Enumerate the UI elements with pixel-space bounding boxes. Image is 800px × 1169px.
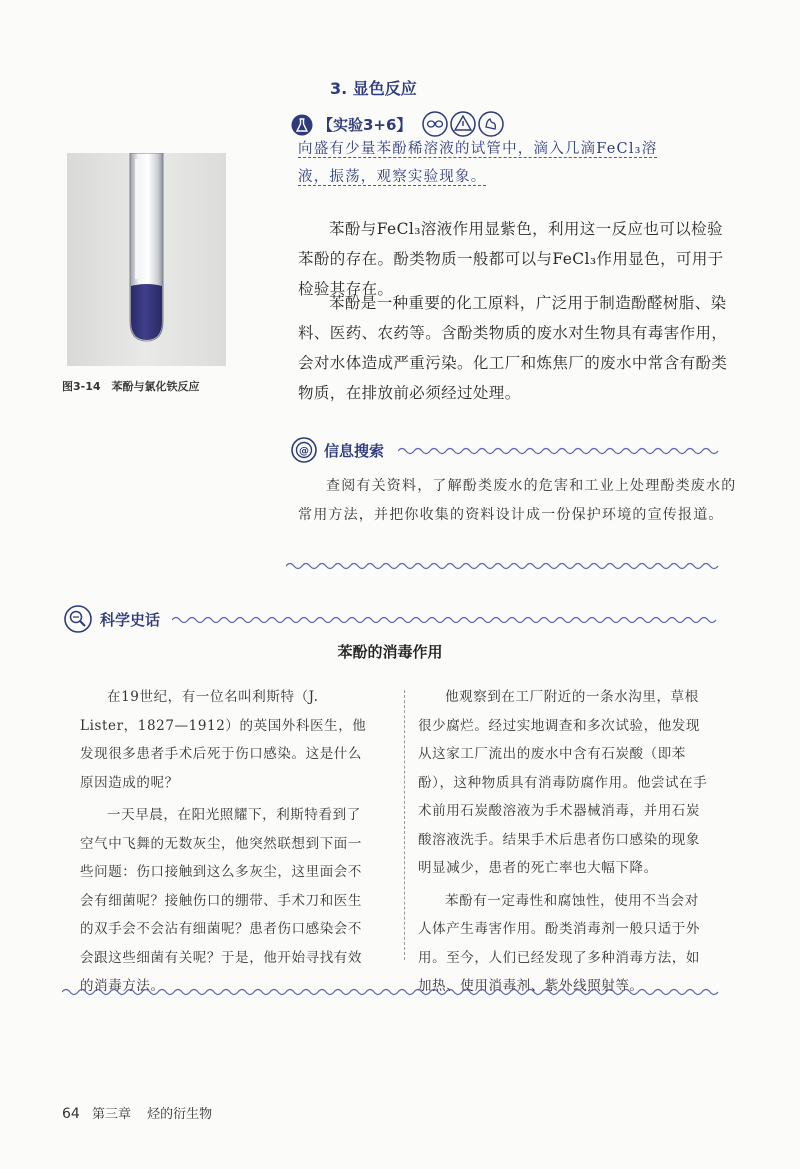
test-tube-illustration <box>67 153 226 366</box>
info-search-icon <box>291 437 317 463</box>
hand-wash-icon <box>478 111 504 137</box>
test-tube-photo <box>67 153 226 366</box>
info-search-title: 信息搜索 <box>324 442 385 460</box>
experiment-line-2: 液，振荡，观察实验现象。 <box>298 169 487 185</box>
paragraph-color-test: 苯酚与FeCl₃溶液作用显紫色，利用这一反应也可以检验苯酚的存在。酚类物质一般都可以与FeCl₃作用显色，可用于检验其存在。 <box>298 220 724 298</box>
chapter-title: 烃的衍生物 <box>147 1107 213 1122</box>
science-history-icon <box>64 605 92 633</box>
experiment-flask-icon <box>291 114 313 136</box>
history-wavy-rule-top <box>172 614 720 626</box>
story-paragraph: 苯酚有一定毒性和腐蚀性，使用不当会对人体产生毒害作用。酚类消毒剂一般只适于外用。至今，人们已经发现了多种消毒方法，如加热、使用消毒剂、紫外线照射等。 <box>418 892 700 994</box>
chapter-label: 第三章 <box>91 1107 131 1122</box>
figure-caption: 图3-14 苯酚与氯化铁反应 <box>62 380 200 393</box>
story-right-column <box>418 683 710 1005</box>
page-footer <box>62 1103 212 1122</box>
info-wavy-rule-bottom <box>286 560 722 572</box>
column-divider <box>404 690 405 960</box>
svg-text:@: @ <box>299 446 309 457</box>
page-number: 64 <box>62 1106 80 1122</box>
info-search-text: 查阅有关资料，了解酚类废水的危害和工业上处理酚类废水的常用方法，并把你收集的资料设计成一份保护环境的宣传报道。 <box>298 478 737 523</box>
science-history-title: 科学史话 <box>100 611 161 629</box>
story-title: 苯酚的消毒作用 <box>337 643 443 661</box>
experiment-label: 【实验3+6】 <box>318 116 412 134</box>
story-paragraph: 一天早晨，在阳光照耀下，利斯特看到了空气中飞舞的无数灰尘，他突然联想到下面一些问题：伤口接触到这么多灰尘，这里面会不会有细菌呢？接触伤口的绷带、手术刀和医生的双手会不会沾有细菌呢？患者伤口感染会不会跟这些细菌有关呢？于是，他开始寻找有效的消毒方法。 <box>80 807 362 994</box>
flask-warning-icon <box>450 111 476 137</box>
story-paragraph: 在19世纪，有一位名叫利斯特（J. Lister，1827—1912）的英国外科医生，他发现很多患者手术后死于伤口感染。这是什么原因造成的呢？ <box>80 689 367 791</box>
section-heading: 3. 显色反应 <box>330 79 417 98</box>
experiment-instructions <box>298 135 738 191</box>
story-left-column <box>80 683 372 1005</box>
goggles-icon <box>422 111 448 137</box>
history-wavy-rule-bottom <box>62 986 720 998</box>
paragraph-phenol-uses: 苯酚是一种重要的化工原料，广泛用于制造酚醛树脂、染料、医药、农药等。含酚类物质的废水对生物具有毒害作用，会对水体造成严重污染。化工厂和炼焦厂的废水中常含有酚类物质，在排放前必须经过处理。 <box>298 294 728 402</box>
story-paragraph: 他观察到在工厂附近的一条水沟里，草根很少腐烂。经过实地调查和多次试验，他发现从这家工厂流出的废水中含有石炭酸（即苯酚），这种物质具有消毒防腐作用。他尝试在手术前用石炭酸溶液为手术器械消毒，并用石炭酸溶液洗手。结果手术后患者伤口感染的现象明显减少，患者的死亡率也大幅下降。 <box>418 689 708 876</box>
experiment-line-1: 向盛有少量苯酚稀溶液的试管中，滴入几滴FeCl₃溶 <box>298 141 658 157</box>
info-wavy-rule-top <box>398 445 722 457</box>
